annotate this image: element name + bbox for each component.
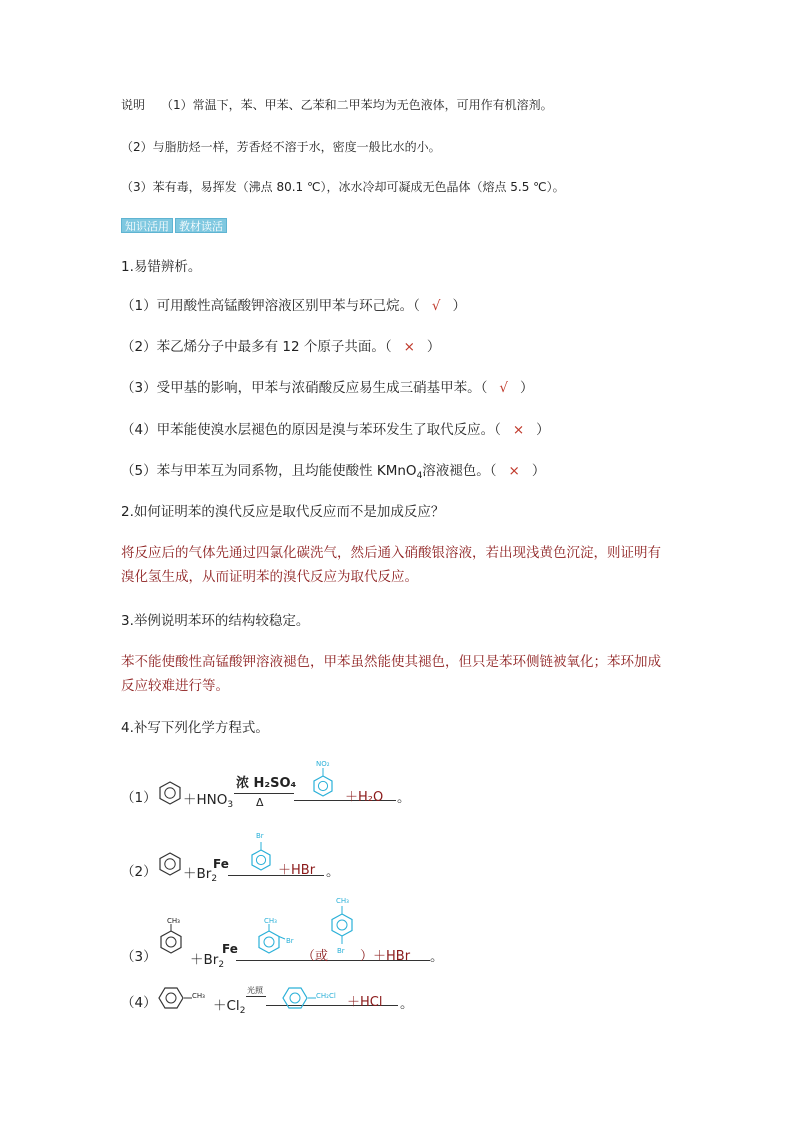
check-mark: √	[431, 298, 441, 314]
q4-title: 4.补写下列化学方程式。	[121, 720, 269, 736]
eq1-answer: ＋H₂O	[345, 790, 384, 805]
q1-item-1: （1）可用酸性高锰酸钾溶液区别甲苯与环己烷。（ √ ）	[121, 298, 466, 314]
benzyl-chloride-ring-icon	[282, 986, 308, 1010]
benzene-ring-icon	[158, 851, 182, 877]
or-open: （或	[302, 949, 329, 964]
note-label: 说明	[121, 98, 146, 112]
methyl-label: CH₃	[264, 917, 277, 925]
br-label: Br	[286, 937, 294, 945]
methyl-label: CH₃	[167, 917, 180, 925]
q2-answer: 将反应后的气体先通过四氯化碳洗气，然后通入硝酸银溶液，若出现浅黄色沉淀，则证明有溴化氢生成，从而证明苯的溴代反应为取代反应。	[121, 545, 661, 585]
methyl-label: CH₃	[192, 992, 205, 1000]
cross-mark: ×	[403, 339, 415, 355]
q1-item-4: （4）甲苯能使溴水层褪色的原因是溴与苯环发生了取代反应。（ × ）	[121, 422, 550, 438]
br-label: Br	[337, 947, 345, 955]
tag-knowledge: 知识活用	[121, 218, 173, 233]
ch2cl-label: CH₂Cl	[316, 992, 336, 1000]
q2-title: 2.如何证明苯的溴代反应是取代反应而不是加成反应？	[121, 504, 445, 520]
q1-item-5: （5）苯与甲苯互为同系物，且均能使酸性 KMnO$_4$溶液褪色。（ × ）	[121, 463, 546, 481]
note-item-3: （3）苯有毒，易挥发（沸点 80.1 ℃），冰水冷却可凝成无色晶体（熔点 5.5 ℃）。	[121, 180, 565, 194]
cross-mark: ×	[508, 463, 520, 479]
section-tags	[121, 218, 227, 233]
q3-title: 3.举例说明苯环的结构较稳定。	[121, 613, 310, 629]
check-mark: √	[499, 380, 508, 396]
note-item-2: （2）与脂肪烃一样，芳香烃不溶于水，密度一般比水的小。	[121, 140, 441, 154]
eq4-answer: ＋HCl	[347, 995, 383, 1010]
methyl-label: CH₃	[336, 897, 349, 905]
benzene-ring-icon	[158, 780, 182, 806]
eq2-answer: ＋HBr	[278, 863, 316, 878]
condition-bottom: Δ	[256, 796, 264, 809]
condition-top: 浓 H₂SO₄	[236, 776, 297, 791]
catalyst: Fe	[222, 942, 238, 956]
q3-answer: 苯不能使酸性高锰酸钾溶液褪色，甲苯虽然能使其褪色，但只是苯环侧链被氧化；苯环加成反应较难进行等。	[121, 654, 661, 694]
note-item-1: （1）常温下，苯、甲苯、乙苯和二甲苯均为无色液体，可用作有机溶剂。	[161, 98, 553, 112]
eq3-answer: ）＋HBr	[360, 949, 411, 964]
note-line-1	[121, 95, 553, 115]
nitro-label: NO₂	[316, 760, 330, 768]
q1-item-3: （3）受甲基的影响，甲苯与浓硝酸反应易生成三硝基甲苯。（ √ ）	[121, 380, 534, 396]
q1-title: 1.易错辨析。	[121, 259, 202, 275]
light-condition: 光照	[247, 986, 263, 995]
tag-textbook: 教材读活	[175, 218, 227, 233]
q1-item-2: （2）苯乙烯分子中最多有 12 个原子共面。（ × ）	[121, 339, 441, 355]
catalyst: Fe	[213, 857, 229, 871]
cross-mark: ×	[512, 422, 525, 438]
br-label: Br	[256, 832, 264, 840]
benzene-ring-icon	[158, 986, 184, 1010]
